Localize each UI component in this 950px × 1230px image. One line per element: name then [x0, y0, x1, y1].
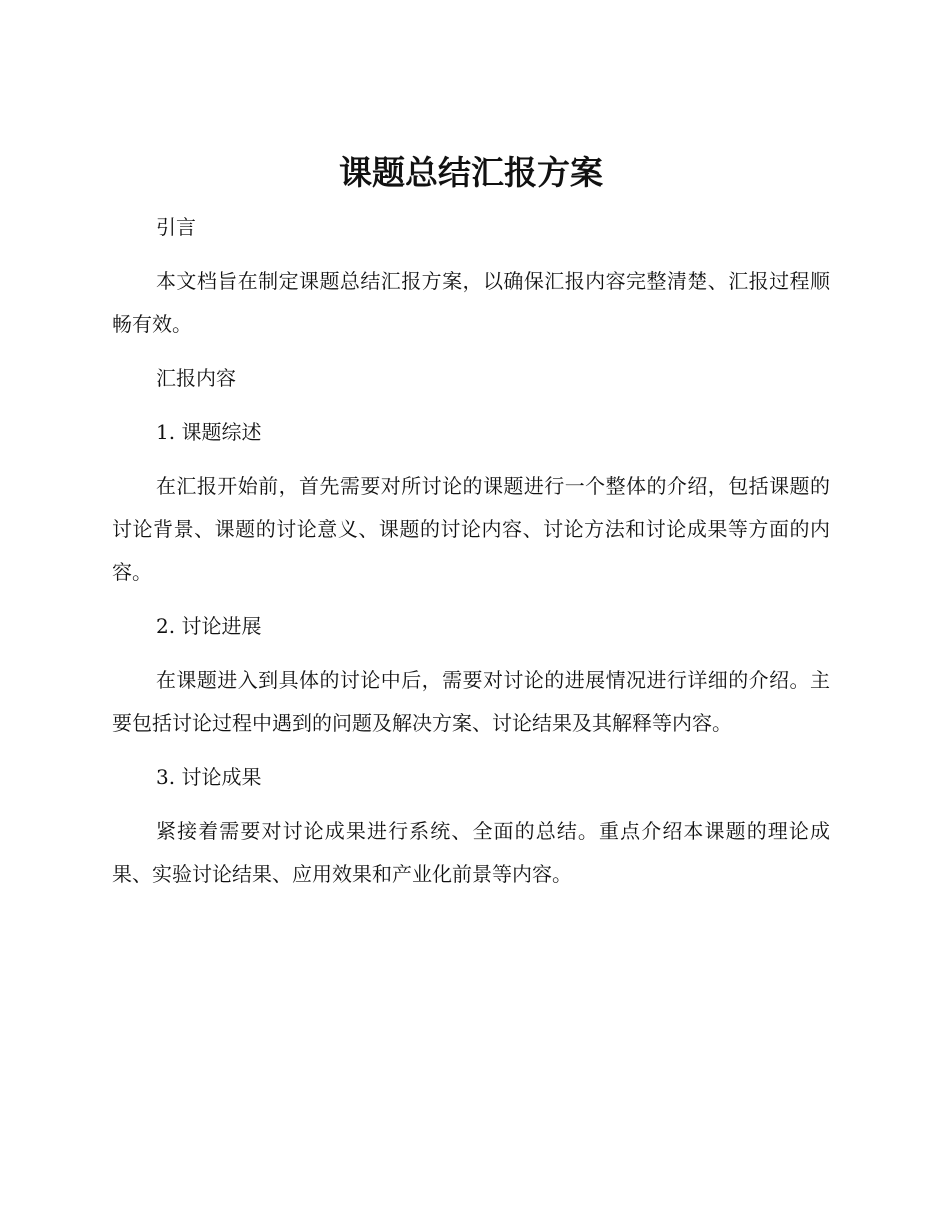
content-heading: 汇报内容: [156, 366, 236, 390]
intro-heading: 引言: [156, 215, 196, 239]
section-1-heading: 1. 课题综述: [156, 420, 262, 444]
section-3-paragraph: 紧接着需要对讨论成果进行系统、全面的总结。重点介绍本课题的理论成果、实验讨论结果、应用效果和产业化前景等内容。: [112, 819, 830, 886]
section-2-heading: 2. 讨论进展: [156, 614, 262, 638]
document-title: 课题总结汇报方案: [339, 153, 603, 192]
section-1-paragraph: 在汇报开始前，首先需要对所讨论的课题进行一个整体的介绍，包括课题的讨论背景、课题的讨论意义、课题的讨论内容、讨论方法和讨论成果等方面的内容。: [112, 474, 830, 584]
document-page: [112, 148, 830, 907]
section-2-paragraph: 在课题进入到具体的讨论中后，需要对讨论的进展情况进行详细的介绍。主要包括讨论过程中遇到的问题及解决方案、讨论结果及其解释等内容。: [112, 668, 830, 735]
section-3-heading: 3. 讨论成果: [156, 765, 262, 789]
intro-paragraph: 本文档旨在制定课题总结汇报方案，以确保汇报内容完整清楚、汇报过程顺畅有效。: [112, 269, 830, 336]
